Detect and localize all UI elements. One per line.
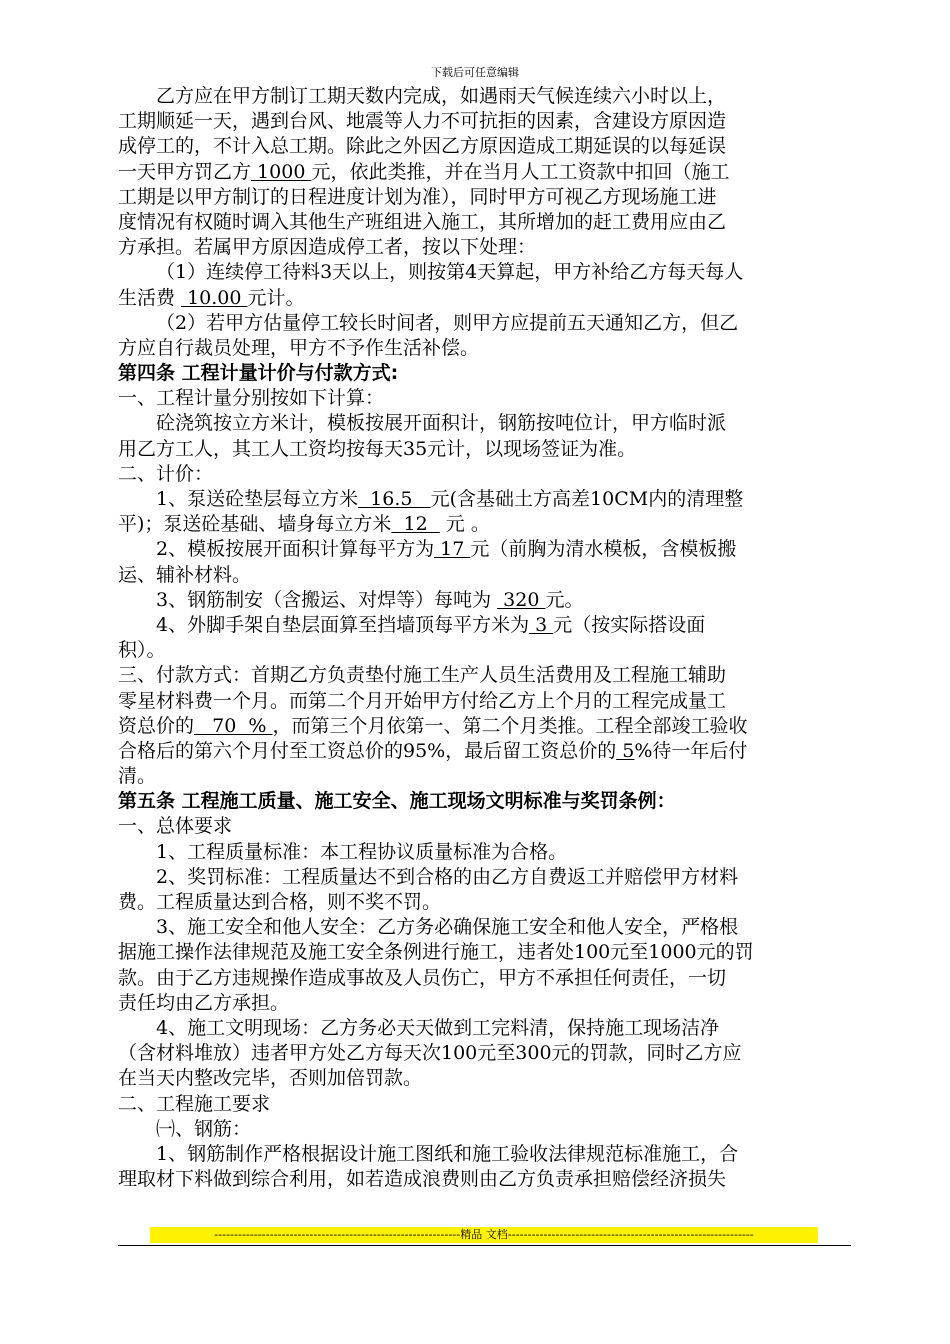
text-segment: 二、计价： bbox=[118, 462, 214, 485]
text-segment: 三、付款方式：首期乙方负责垫付施工生产人员生活费用及工程施工辅助 bbox=[118, 664, 727, 687]
text-segment: 元。 bbox=[545, 588, 584, 611]
text-line bbox=[118, 160, 838, 185]
text-segment: 款。由于乙方违规操作造成事故及人员伤亡，甲方不承担任何责任，一切 bbox=[118, 966, 727, 989]
text-segment: 第五条 工程施工质量、施工安全、施工现场文明标准与奖罚条例： bbox=[118, 790, 676, 813]
underlined-value: 5 bbox=[616, 739, 635, 762]
underlined-value: 1000 bbox=[251, 160, 312, 183]
document-body bbox=[118, 84, 838, 1192]
text-line bbox=[118, 235, 838, 260]
text-segment: 生活费 bbox=[118, 286, 182, 309]
text-segment: （1）连续停工待料3天以上，则按第4天算起，甲方补给乙方每天每人 bbox=[156, 261, 744, 284]
text-segment: 元(含基础土方高差10CM内的清理整 bbox=[430, 488, 744, 510]
text-segment: 3、钢筋制安（含搬运、对焊等）每吨为 bbox=[156, 588, 498, 611]
text-line bbox=[118, 537, 838, 562]
text-line bbox=[118, 563, 838, 588]
text-segment: 工期是以甲方制订的日程进度计划为准），同时甲方可视乙方现场施工进 bbox=[118, 185, 717, 208]
text-line bbox=[118, 185, 838, 210]
text-segment: 工期顺延一天，遇到台风、地震等人力不可抗拒的因素，含建设方原因造 bbox=[118, 110, 727, 133]
underlined-value: 16.5 bbox=[358, 488, 431, 510]
text-segment: 合格后的第六个月付至工资总价的95%，最后留工资总价的 bbox=[118, 739, 617, 762]
text-segment: 砼浇筑按立方米计，模板按展开面积计，钢筋按吨位计，甲方临时派 bbox=[156, 412, 727, 435]
text-segment: 二、工程施工要求 bbox=[118, 1092, 271, 1115]
text-line bbox=[118, 1092, 838, 1117]
footer-dashes-left: -------------------------------------------------------------- bbox=[214, 1228, 461, 1241]
text-line bbox=[118, 940, 838, 965]
underlined-value: 17 bbox=[434, 538, 471, 561]
text-segment: 理取材下料做到综合利用，如若造成浪费则由乙方负责承担赔偿经济损失 bbox=[118, 1168, 727, 1191]
text-segment: 元计。 bbox=[247, 286, 305, 309]
text-line bbox=[118, 411, 838, 436]
text-segment: 平)；泵送砼基础、墙身每立方米 bbox=[118, 513, 392, 536]
footer-dashes-right: -------------------------------------------------------------- bbox=[507, 1228, 754, 1241]
text-segment: 运、辅补材料。 bbox=[118, 563, 252, 586]
text-segment: 元，依此类推，并在当月人工工资款中扣回（施工 bbox=[311, 160, 730, 183]
text-line bbox=[118, 336, 838, 361]
header-note: 下载后可任意编辑 bbox=[431, 66, 519, 79]
footer-band bbox=[150, 1227, 818, 1243]
text-segment: 2、奖罚标准：工程质量达不到合格的由乙方自费返工并赔偿甲方材料 bbox=[156, 865, 739, 888]
text-line bbox=[118, 714, 838, 739]
text-segment: 积）。 bbox=[118, 639, 166, 662]
text-line bbox=[118, 1142, 838, 1167]
text-line bbox=[118, 512, 838, 537]
underlined-value: 12 bbox=[391, 513, 440, 536]
text-line bbox=[118, 915, 838, 940]
text-segment: 据施工操作法律规范及施工安全条例进行施工，违者处100元至1000元的罚 bbox=[118, 941, 754, 964]
text-line bbox=[118, 1041, 838, 1066]
text-segment: 零星材料费一个月。而第二个月开始甲方付给乙方上个月的工程完成量工 bbox=[118, 689, 727, 712]
underlined-value: 70 % bbox=[194, 714, 273, 737]
text-line bbox=[118, 1066, 838, 1091]
text-segment: 用乙方工人，其工人工资均按每天35元计，以现场签证为准。 bbox=[118, 437, 637, 460]
section-heading bbox=[118, 789, 838, 814]
text-segment: 费。工程质量达到合格，则不奖不罚。 bbox=[118, 891, 442, 913]
underlined-value: 10.00 bbox=[181, 286, 248, 309]
text-segment: ，而第三个月依第一、第二个月类推。工程全部竣工验收 bbox=[272, 714, 748, 737]
text-line bbox=[118, 386, 838, 411]
text-segment: 1、工程质量标准：本工程协议质量标准为合格。 bbox=[156, 840, 568, 863]
text-line bbox=[118, 638, 838, 663]
text-segment: 1、泵送砼垫层每立方米 bbox=[156, 488, 359, 510]
text-line bbox=[118, 487, 838, 512]
text-line bbox=[118, 462, 838, 487]
text-line bbox=[118, 613, 838, 638]
text-line bbox=[118, 286, 838, 311]
underlined-value: 3 bbox=[529, 613, 554, 636]
text-segment: 2、模板按展开面积计算每平方为 bbox=[156, 538, 435, 561]
text-segment: 成停工的，不计入总工期。除此之外因乙方原因造成工期延误的以每延误 bbox=[118, 135, 727, 158]
text-line bbox=[118, 1016, 838, 1041]
text-line bbox=[118, 991, 838, 1016]
text-segment: 4、施工文明现场：乙方务必天天做到工完料清，保持施工现场洁净 bbox=[156, 1016, 720, 1039]
text-segment: ㈠、钢筋： bbox=[156, 1117, 252, 1140]
text-line bbox=[118, 764, 838, 789]
text-line bbox=[118, 311, 838, 336]
text-segment: 4、外脚手架自垫层面算至挡墙顶每平方米为 bbox=[156, 613, 530, 636]
text-segment: 方应自行裁员处理，甲方不予作生活补偿。 bbox=[118, 336, 480, 359]
text-segment: 一天甲方罚乙方 bbox=[118, 160, 252, 183]
footer-rule bbox=[118, 1245, 851, 1246]
text-segment: 在当天内整改完毕，否则加倍罚款。 bbox=[118, 1067, 423, 1090]
text-segment: 一、工程计量分别按如下计算： bbox=[118, 387, 385, 410]
text-line bbox=[118, 739, 838, 764]
text-segment: 责任均由乙方承担。 bbox=[118, 991, 290, 1014]
text-line bbox=[118, 260, 838, 285]
text-line bbox=[118, 814, 838, 839]
text-segment: （2）若甲方估量停工较长时间者，则甲方应提前五天通知乙方，但乙 bbox=[156, 311, 739, 334]
text-line bbox=[118, 663, 838, 688]
text-line bbox=[118, 210, 838, 235]
text-segment: 第四条 工程计量计价与付款方式: bbox=[118, 362, 399, 385]
text-segment: 资总价的 bbox=[118, 714, 195, 737]
text-line bbox=[118, 109, 838, 134]
text-segment: 乙方应在甲方制订工期天数内完成，如遇雨天气候连续六小时以上， bbox=[156, 85, 727, 107]
text-line bbox=[118, 1167, 838, 1192]
text-line bbox=[118, 689, 838, 714]
text-line bbox=[118, 1117, 838, 1142]
text-segment: %待一年后付 bbox=[634, 739, 748, 762]
text-line bbox=[118, 966, 838, 991]
text-segment: 度情况有权随时调入其他生产班组进入施工，其所增加的赶工费用应由乙 bbox=[118, 210, 727, 233]
text-line bbox=[118, 134, 838, 159]
text-segment: 元（前胸为清水模板，含模板搬 bbox=[470, 538, 737, 561]
text-line bbox=[118, 865, 838, 890]
text-segment: 方承担。若属甲方原因造成停工者，按以下处理： bbox=[118, 236, 537, 259]
underlined-value: 320 bbox=[497, 588, 546, 611]
text-line bbox=[118, 588, 838, 613]
footer-label: 精品 文档 bbox=[460, 1228, 508, 1241]
text-line bbox=[118, 840, 838, 865]
text-segment: 1、钢筋制作严格根据设计施工图纸和施工验收法律规范标准施工，合 bbox=[156, 1142, 739, 1165]
text-segment: （含材料堆放）违者甲方处乙方每天次100元至300元的罚款，同时乙方应 bbox=[118, 1042, 742, 1065]
text-segment: 3、施工安全和他人安全：乙方务必确保施工安全和他人安全，严格根 bbox=[156, 916, 739, 939]
section-heading bbox=[118, 361, 838, 386]
text-line bbox=[118, 437, 838, 462]
text-segment: 一、总体要求 bbox=[118, 815, 233, 838]
text-line bbox=[118, 84, 838, 109]
text-segment: 元 。 bbox=[439, 513, 490, 536]
text-segment: 元（按实际搭设面 bbox=[553, 613, 706, 636]
text-line bbox=[118, 890, 838, 915]
text-segment: 清。 bbox=[118, 765, 157, 788]
